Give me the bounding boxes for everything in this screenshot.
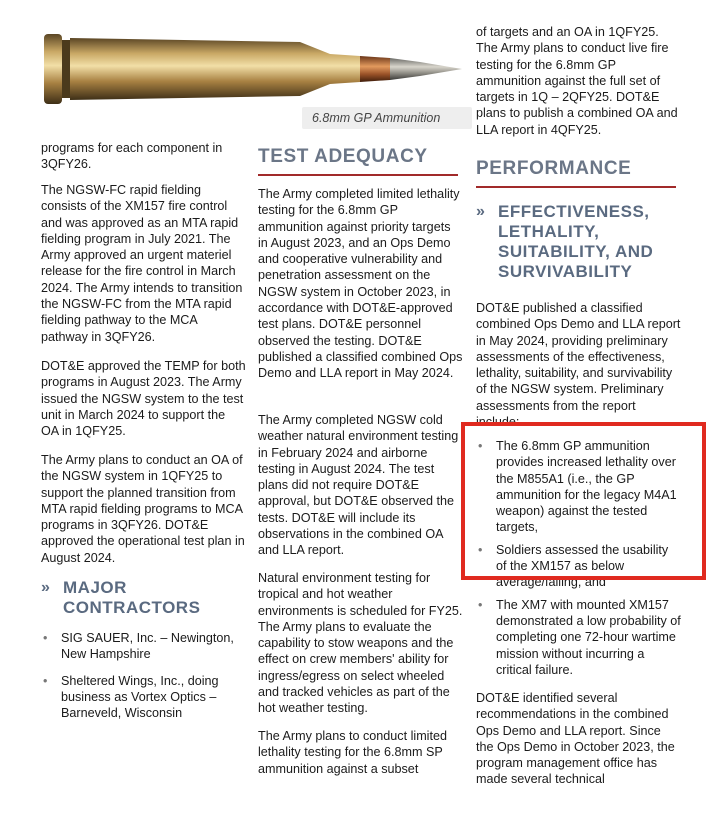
paragraph: Natural environment testing for tropical and hot weather environments is scheduled for FY25. The Army plans to evaluate the capability to stow weapons and the effect on crew members' ability for ingress/egress on select wheeled and tracked vehicles as part of the hot weather testing. xyxy=(258,571,463,716)
list-item-text: Sheltered Wings, Inc., doing business as Vortex Optics – Barneveld, Wisconsin xyxy=(61,673,219,721)
heading-line: LETHALITY, xyxy=(498,222,600,241)
chevron-icon: » xyxy=(41,579,51,596)
paragraph: The Army completed limited lethality testing for the 6.8mm GP ammunition against priority targets in August 2023, and an Ops Demo and cooperative vulnerability and penetration assessment on the NGSW system in October 2023, in accordance with DOT&E-approved test plans. DOT&E personnel observed the testing. DOT&E published a classified combined Ops Demo and LLA report in May 2024. xyxy=(258,187,463,381)
test-adequacy-heading: TEST ADEQUACY xyxy=(258,146,458,176)
image-caption: 6.8mm GP Ammunition xyxy=(302,107,472,129)
bullet-icon: • xyxy=(478,542,483,557)
paragraph: The Army completed NGSW cold weather natural environment testing in February 2024 and airborne testing in August 2024. The test plans did not require DOT&E approval, but DOT&E observed the tests. DOT&E will include its observations in the combined OA and LLA report. xyxy=(258,413,459,558)
paragraph: of targets and an OA in 1QFY25. The Army plans to conduct live fire testing for the 6.8mm GP ammunition against the full set of targets in 1Q – 2QFY25. DOT&E plans to publish a combined OA and LLA report in 4QFY25. xyxy=(476,25,678,137)
list-item-text: Soldiers assessed the usability of the XM157 as below average/failing, and xyxy=(496,542,669,590)
bullet-icon: • xyxy=(43,631,48,645)
paragraph: The NGSW-FC rapid fielding consists of the XM157 fire control and was approved as an MTA rapid fielding program in July 2021. The Army approved an urgent materiel release for the fire control in March 2024. The Army intends to transition the NGSW-FC from the MTA rapid fielding pathway to the MCA pathway in 3QFY26. xyxy=(41,183,243,344)
major-contractors-heading xyxy=(41,578,268,618)
chevron-icon: » xyxy=(476,203,486,220)
performance-heading: PERFORMANCE xyxy=(476,158,676,188)
paragraph: DOT&E identified several recommendations in the combined Ops Demo and LLA report. Since the Ops Demo in October 2023, the program management office has made several technical xyxy=(476,691,675,787)
list-item-text: The XM7 with mounted XM157 demonstrated a low probability of completing one 72-hour wartime mission without incurring a critical failure. xyxy=(496,597,681,677)
list-item-text: The 6.8mm GP ammunition provides increased lethality over the M855A1 (i.e., the GP ammunition for the legacy M4A1 weapon) against the tested targets, xyxy=(496,439,677,535)
paragraph: programs for each component in 3QFY26. xyxy=(41,141,223,172)
list-item xyxy=(41,630,246,663)
heading-line: CONTRACTORS xyxy=(63,598,201,617)
list-item xyxy=(476,597,681,678)
bullet-icon: • xyxy=(478,597,483,612)
bullet-icon: • xyxy=(478,439,483,453)
paragraph: The Army plans to conduct limited lethality testing for the 6.8mm SP ammunition against a subset xyxy=(258,729,447,776)
highlight-box xyxy=(461,422,706,580)
heading-line: SUITABILITY, AND xyxy=(498,242,654,261)
column-3 xyxy=(476,0,691,787)
paragraph: DOT&E published a classified combined Ops Demo and LLA report in May 2024, providing preliminary assessments of the effectiveness, lethality, suitability, and survivability of the NGSW system. Preliminary assessments from the report include: xyxy=(476,301,681,430)
paragraph: DOT&E approved the TEMP for both programs in August 2023. The Army issued the NGSW system to the test unit in March 2024 to support the OA in 1QFY25. xyxy=(41,359,246,439)
list-item-text: SIG SAUER, Inc. – Newington, New Hampshire xyxy=(61,631,234,662)
list-item xyxy=(41,673,246,722)
column-1 xyxy=(41,0,246,721)
bullet-icon: • xyxy=(43,673,48,688)
contractors-list xyxy=(41,630,246,721)
heading-line: SURVIVABILITY xyxy=(498,262,633,281)
paragraph: The Army plans to conduct an OA of the NGSW system in 1QFY25 to support the planned transition from MTA rapid fielding programs to MCA programs in 3QFY26. DOT&E approved the operational test plan in August 2024. xyxy=(41,453,245,565)
heading-line: MAJOR xyxy=(63,578,127,597)
effectiveness-heading xyxy=(476,202,703,282)
heading-line: EFFECTIVENESS, xyxy=(498,202,650,221)
